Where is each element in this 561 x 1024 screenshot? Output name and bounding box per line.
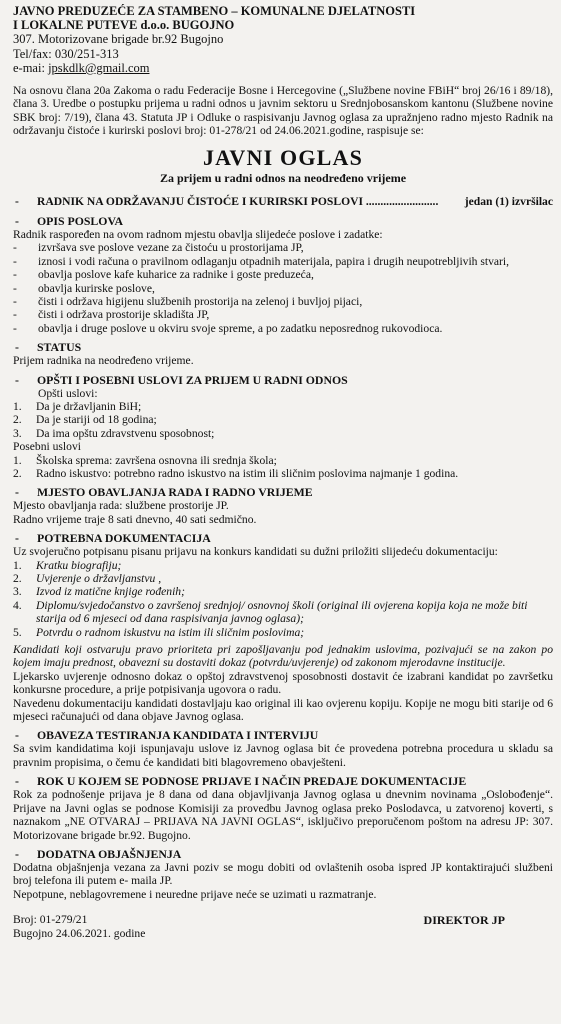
section-heading-opis [13,214,553,228]
list-item-text: Diplomu/svjedočanstvo o završenoj srednjoj/ osnovnoj školi (original ili ovjerena kopija koja ne može biti starija od 6 mjeseci od dana raspisivanja javnog oglasa); [36,598,528,626]
dash-marker: - [15,372,19,387]
list-number: 2. [13,466,22,480]
section-heading-testiranje [13,728,553,742]
dash-marker: - [13,321,17,335]
dash-marker: - [13,294,17,308]
dokumentacija-list [13,559,553,639]
document-title: JAVNI OGLAS [202,144,364,170]
list-item [13,268,553,281]
list-number: 2. [13,413,22,427]
list-number: 5. [13,625,22,639]
footer-reference [13,913,145,941]
email-link[interactable]: jpskdlk@gmail.com [48,61,150,75]
special-conditions-label: Posebni uslovi [13,440,81,454]
opis-list [13,241,553,335]
list-item-text: Potvrdu o radnom iskustvu na istim ili sličnim poslovima; [36,625,305,639]
list-item-text: obavlja poslove kafe kuharice za radnike i goste preduzeća, [38,268,314,282]
document-date: Bugojno 24.06.2021. godine [13,927,146,941]
list-item-text: Uvjerenje o državljanstvu , [36,572,162,585]
org-email [13,61,553,76]
section-heading-rok [13,774,553,788]
dash-marker: - [15,213,19,228]
dodatna-text-2: Nepotpune, neblagovremene i neuredne prijave neće se uzimati u razmatranje. [13,887,377,901]
list-item-text: Radno iskustvo: potrebno radno iskustvo na istim ili sličnim poslovima najmanje 1 godina. [36,466,459,480]
list-item-text: Da ima opštu zdravstvenu sposobnost; [36,426,215,440]
dash-marker: - [15,340,19,355]
dash-marker: - [13,254,17,268]
document-subtitle: Za prijem u radni odnos na neodređeno vrijeme [159,170,407,185]
general-conditions-label: Opšti uslovi: [38,386,98,400]
dash-marker: - [13,308,17,322]
dash-marker: - [13,281,17,295]
list-item [13,282,553,295]
list-number: 3. [13,585,22,599]
list-item-text: iznosi i vodi računa o pravilnom odlaganju otpadnih materijala, papira i drugih neupotrebljivih stvari, [38,254,510,268]
section-title: MJESTO OBAVLJANJA RADA I RADNO VRIJEME [37,485,313,500]
list-item [13,400,553,413]
section-heading-mjesto [13,485,553,499]
signature-title: DIREKTOR JP [423,913,505,928]
list-item [13,467,553,480]
dash-marker: - [15,194,19,208]
list-number: 2. [13,572,22,585]
document-number: Broj: 01-279/21 [13,913,88,927]
list-item-text: Da je stariji od 18 godina; [36,413,157,427]
dash-marker: - [15,531,19,546]
list-item-text: Školska sprema: završena osnovna ili srednja škola; [36,453,277,467]
list-number: 1. [13,453,22,467]
dokumentacija-lead: Uz svojeručno potpisanu pisanu prijavu na konkurs kandidati su dužni priložiti slijedeću dokumentaciju: [13,545,498,559]
list-number: 4. [13,598,22,612]
section-heading-dodatna [13,847,553,861]
medical-paragraph: Ljekarsko uvjerenje odnosno dokaz o opštoj zdravstvenoj sposobnosti dostavit će izabrani kandidat po završetku konkursne procedure, a prije potpisivanja ugovora o radu. [13,669,553,697]
footer [13,913,553,941]
letterhead [13,4,553,76]
dash-marker: - [15,846,19,861]
dash-marker: - [15,728,19,743]
email-label: e-mai: [13,61,49,75]
list-item [13,454,553,467]
list-item [13,572,553,585]
mjesto-line-1: Mjesto obavljanja rada: službene prostorije JP. [13,499,229,513]
list-item-text: obavlja kurirske poslove, [38,281,155,295]
list-item [13,322,553,335]
org-address: 307. Motorizovane brigade br.92 Bugojno [13,32,224,46]
list-item [13,559,553,572]
list-item-text: čisti i održava higijenu službenih prostorija na zelenoj i buvljoj pijaci, [38,294,363,308]
section-title: ROK U KOJEM SE PODNOSE PRIJAVE I NAČIN PREDAJE DOKUMENTACIJE [37,774,467,789]
section-title: OPIS POSLOVA [37,213,123,228]
list-number: 3. [13,426,22,440]
rok-text: Rok za podnošenje prijava je 8 dana od dana objavljivanja Javnog oglasa u dnevnim novinama „Oslobođenje“. Prijave na Javni oglas se podnose Komisiji za provedbu Javnog oglasa preko Poslodavca, u zatvorenoj koverti, s naznakom „NE OTVARAJ – PRIJAVA NA JAVNI OGLAS“, isključivo preporučenom poštom na adresu JP: 307. Motorizovane brigade br.92. Bugojno. [13,788,553,842]
dodatna-text-1: Dodatna objašnjenja vezana za Javni poziv se mogu dobiti od ovlaštenih osoba ispred JP kontaktirajući službeni broj telefona ili putem e- maila JP. [13,860,553,888]
section-heading-status [13,340,553,354]
section-heading-uslovi [13,373,553,387]
dash-marker: - [15,485,19,500]
section-title: STATUS [37,340,82,355]
list-item [13,626,553,639]
list-item-text: Izvod iz matične knjige rođenih; [36,585,185,599]
section-heading-dokumentacija [13,531,553,545]
dash-marker: - [13,241,17,255]
org-name-line-2: I LOKALNE PUTEVE d.o.o. BUGOJNO [13,18,235,32]
list-item [13,413,553,426]
section-title: OBAVEZA TESTIRANJA KANDIDATA I INTERVIJU [37,728,319,743]
list-item [13,585,553,598]
intro-paragraph: Na osnovu člana 20a Zakoma o radu Federacije Bosne i Hercegovine („Službene novine FBiH“ broj 26/16 i 89/18), člana 3. Uredbe o postupku prijema u radni odnos u javnim sektoru u Srednjobosanskom kantonu (Službene novine SBK broj: 7/19), člana 43. Statuta JP i Odluke o raspisivanju Javnog oglasa za upražnjeno radno mjesto Radnik na održavanju čistoće i kurirski poslovi broj: 01-278/21 od 24.06.2021.godine, raspisuje se: [13,83,553,138]
status-text: Prijem radnika na neodređeno vrijeme. [13,354,194,368]
dash-marker: - [13,268,17,282]
list-item [13,241,553,254]
opis-lead: Radnik raspoređen na ovom radnom mjestu obavlja slijedeće poslove i zadatke: [13,227,383,241]
special-conditions-list [13,454,553,481]
list-item-text: čisti i održava prostorije skladišta JP, [38,308,210,322]
org-telfax: Tel/fax: 030/251-313 [13,46,119,61]
section-title: DODATNA OBJAŠNJENJA [37,846,182,861]
list-item [13,308,553,321]
list-item [13,599,553,626]
list-item-text: Kratku biografiju; [36,558,122,572]
list-item [13,295,553,308]
list-item-text: Da je državljanin BiH; [36,399,142,413]
list-item-text: obavlja i druge poslove u okviru svoje spreme, a po zadatku neposrednog rukovodioca. [38,321,443,335]
position-count: jedan (1) izvršilac [464,194,553,208]
dash-marker: - [15,774,19,789]
copies-paragraph: Navedenu dokumentaciju kandidati dostavljaju kao original ili kao ovjerenu kopiju. Kopije ne mogu biti starije od 6 mjeseci računajući od dana objave Javnog oglasa. [13,696,553,724]
list-item-text: izvršava sve poslove vezane za čistoću u prostorijama JP, [38,241,304,255]
list-number: 1. [13,399,22,413]
list-item [13,255,553,268]
testiranje-text: Sa svim kandidatima koji ispunjavaju uslove iz Javnog oglasa bit će provedena potrebna procedura u skladu sa pravnim propisima, o čemu će kandidati biti blagovremeno obavješteni. [13,742,553,769]
list-number: 1. [13,558,22,572]
section-title: OPŠTI I POSEBNI USLOVI ZA PRIJEM U RADNI ODNOS [37,372,348,387]
section-title: POTREBNA DOKUMENTACIJA [37,531,211,546]
position-line [13,195,553,209]
list-item [13,427,553,440]
general-conditions-list [13,400,553,440]
org-name-line-1: JAVNO PREDUZEĆE ZA STAMBENO – KOMUNALNE DJELATNOSTI [13,4,416,18]
mjesto-line-2: Radno vrijeme traje 8 sati dnevno, 40 sati sedmično. [13,512,257,526]
position-name: RADNIK NA ODRŽAVANJU ČISTOĆE I KURIRSKI POSLOVI ......................... [37,194,439,208]
priority-paragraph: Kandidati koji ostvaruju pravo prioriteta pri zapošljavanju pod jednakim uslovima, pozivajući se na zakon po kojem imaju prednost, obavezni su dostaviti dokaz (potvrdu/uvjerenje) od zakonom mjerodavne institucije. [13,643,553,670]
